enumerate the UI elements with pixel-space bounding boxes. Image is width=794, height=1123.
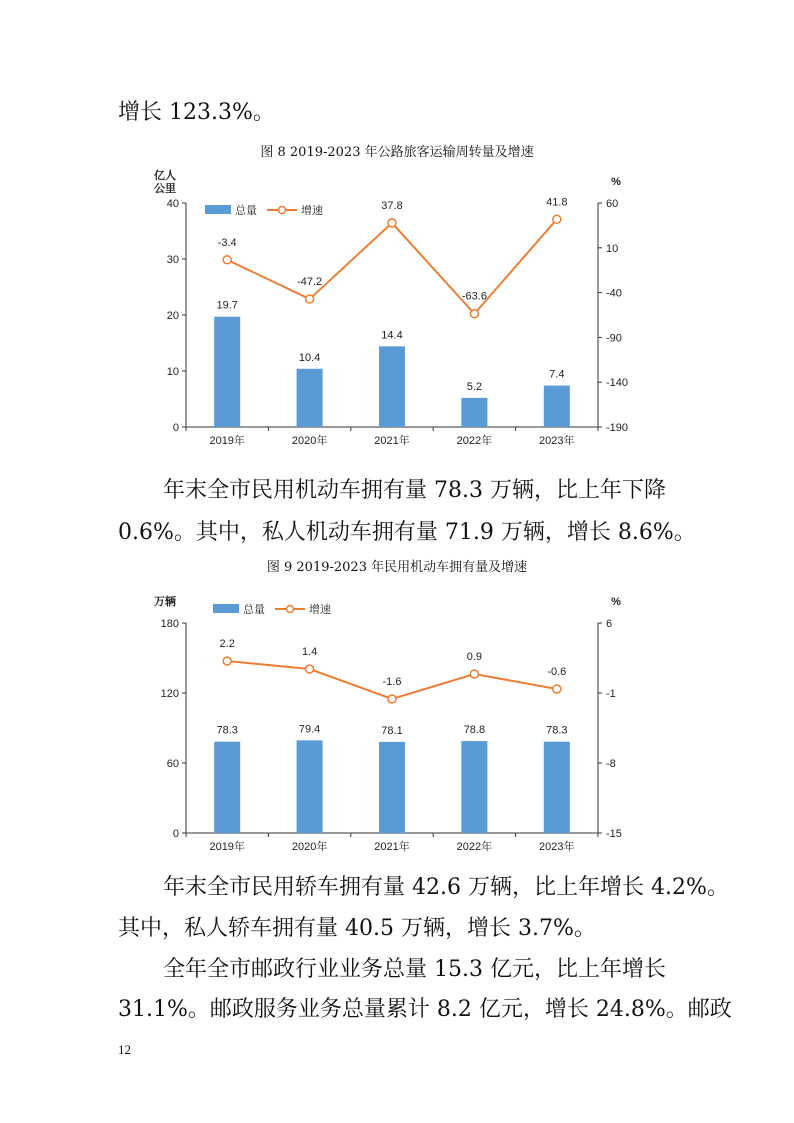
growth-line bbox=[227, 219, 557, 313]
left-tick-label: 30 bbox=[166, 254, 179, 266]
x-tick-label: 2023年 bbox=[539, 435, 575, 447]
x-tick-label: 2021年 bbox=[374, 435, 410, 447]
left-tick-label: 60 bbox=[166, 758, 179, 770]
growth-value-label: -1.6 bbox=[382, 676, 402, 688]
growth-point bbox=[553, 215, 561, 223]
growth-point bbox=[388, 695, 396, 703]
bar-value-label: 7.4 bbox=[549, 368, 565, 381]
legend-bar-swatch bbox=[213, 604, 239, 613]
right-tick-label: -1 bbox=[606, 688, 616, 700]
x-tick-label: 2020年 bbox=[291, 841, 328, 853]
chart-road-passenger-turnover bbox=[0, 165, 794, 460]
growth-value-label: -3.4 bbox=[217, 236, 237, 249]
right-tick-label: -8 bbox=[606, 758, 616, 770]
paragraph-line: 全年全市邮政行业业务总量 15.3 亿元，比上年增长 bbox=[163, 957, 666, 982]
paragraph-line: 增长 123.3%。 bbox=[118, 100, 275, 125]
bar-value-label: 78.3 bbox=[546, 724, 568, 737]
bar bbox=[379, 346, 405, 427]
right-tick-label: 6 bbox=[606, 618, 613, 630]
growth-value-label: 37.8 bbox=[381, 199, 403, 212]
growth-point bbox=[553, 685, 561, 693]
legend-line-marker bbox=[287, 606, 294, 613]
bar-value-label: 5.2 bbox=[466, 380, 483, 393]
paragraph-line: 0.6%。其中，私人机动车拥有量 71.9 万辆，增长 8.6%。 bbox=[118, 520, 696, 545]
bar bbox=[544, 386, 570, 427]
growth-value-label: 0.9 bbox=[466, 651, 483, 663]
bar bbox=[297, 740, 323, 833]
figure-9-caption: 图 9 2019-2023 年民用机动车拥有量及增速 bbox=[266, 560, 528, 575]
figure-8-caption: 图 8 2019-2023 年公路旅客运输周转量及增速 bbox=[260, 145, 534, 160]
growth-value-label: -0.6 bbox=[547, 666, 567, 678]
legend-line-label: 增速 bbox=[301, 205, 323, 217]
bar-value-label: 78.3 bbox=[216, 724, 238, 737]
growth-point bbox=[306, 665, 314, 673]
bar-value-label: 78.1 bbox=[381, 724, 403, 737]
growth-point bbox=[470, 670, 478, 678]
bar bbox=[461, 741, 487, 833]
legend-line-label: 增速 bbox=[309, 604, 331, 616]
right-tick-label: 10 bbox=[606, 242, 619, 255]
x-tick-label: 2022年 bbox=[456, 435, 493, 447]
bar bbox=[297, 369, 323, 427]
right-tick-label: -190 bbox=[606, 422, 629, 434]
growth-point bbox=[470, 310, 478, 318]
bar bbox=[461, 398, 487, 427]
left-tick-label: 180 bbox=[160, 618, 179, 630]
left-tick-label: 20 bbox=[166, 310, 179, 322]
bar bbox=[379, 742, 405, 833]
paragraph-line: 年末全市民用机动车拥有量 78.3 万辆，比上年下降 bbox=[163, 478, 666, 503]
x-tick-label: 2021年 bbox=[374, 841, 410, 853]
x-tick-label: 2023年 bbox=[539, 841, 575, 853]
left-tick-label: 0 bbox=[172, 422, 179, 434]
growth-point bbox=[223, 657, 231, 665]
x-tick-label: 2019年 bbox=[209, 435, 245, 447]
left-axis-title: 公里 bbox=[154, 183, 176, 195]
bar-value-label: 79.4 bbox=[298, 723, 321, 736]
growth-point bbox=[306, 295, 314, 303]
x-tick-label: 2022年 bbox=[456, 841, 493, 853]
paragraph-line: 其中，私人轿车拥有量 40.5 万辆，增长 3.7%。 bbox=[118, 916, 596, 941]
bar-value-label: 78.8 bbox=[463, 724, 486, 737]
growth-value-label: -63.6 bbox=[461, 290, 487, 303]
left-axis-title: 万辆 bbox=[154, 596, 176, 608]
paragraph-line: 31.1%。邮政服务业务总量累计 8.2 亿元，增长 24.8%。邮政 bbox=[118, 997, 732, 1022]
left-tick-label: 10 bbox=[166, 366, 179, 378]
bar-value-label: 19.7 bbox=[216, 299, 238, 312]
x-tick-label: 2020年 bbox=[291, 435, 328, 447]
right-axis-title: % bbox=[611, 596, 621, 608]
legend-bar-swatch bbox=[205, 205, 231, 214]
growth-point bbox=[223, 256, 231, 264]
page-number: 12 bbox=[118, 1042, 131, 1057]
bar-value-label: 10.4 bbox=[298, 351, 321, 364]
left-tick-label: 120 bbox=[160, 688, 179, 700]
right-axis-title: % bbox=[611, 176, 621, 188]
legend-bar-label: 总量 bbox=[235, 205, 257, 217]
bar bbox=[544, 742, 570, 833]
growth-value-label: -47.2 bbox=[297, 276, 323, 289]
left-axis-title: 亿人 bbox=[154, 170, 176, 182]
chart-civil-vehicle-ownership bbox=[0, 588, 794, 860]
x-tick-label: 2019年 bbox=[209, 841, 245, 853]
bar bbox=[214, 317, 240, 427]
growth-value-label: 1.4 bbox=[301, 646, 318, 658]
left-tick-label: 40 bbox=[166, 198, 179, 210]
paragraph-line: 年末全市民用轿车拥有量 42.6 万辆，比上年增长 4.2%。 bbox=[163, 875, 729, 900]
left-tick-label: 0 bbox=[172, 828, 179, 840]
bar-value-label: 14.4 bbox=[381, 329, 403, 342]
growth-value-label: 41.8 bbox=[546, 196, 568, 209]
legend-bar-label: 总量 bbox=[243, 604, 265, 616]
right-tick-label: -40 bbox=[606, 287, 622, 300]
legend-line-marker bbox=[279, 207, 286, 214]
right-tick-label: 60 bbox=[606, 198, 619, 210]
growth-value-label: 2.2 bbox=[219, 638, 235, 650]
growth-point bbox=[388, 219, 396, 227]
right-tick-label: -90 bbox=[606, 332, 622, 345]
right-tick-label: -140 bbox=[606, 377, 629, 390]
bar bbox=[214, 742, 240, 833]
right-tick-label: -15 bbox=[606, 828, 622, 840]
